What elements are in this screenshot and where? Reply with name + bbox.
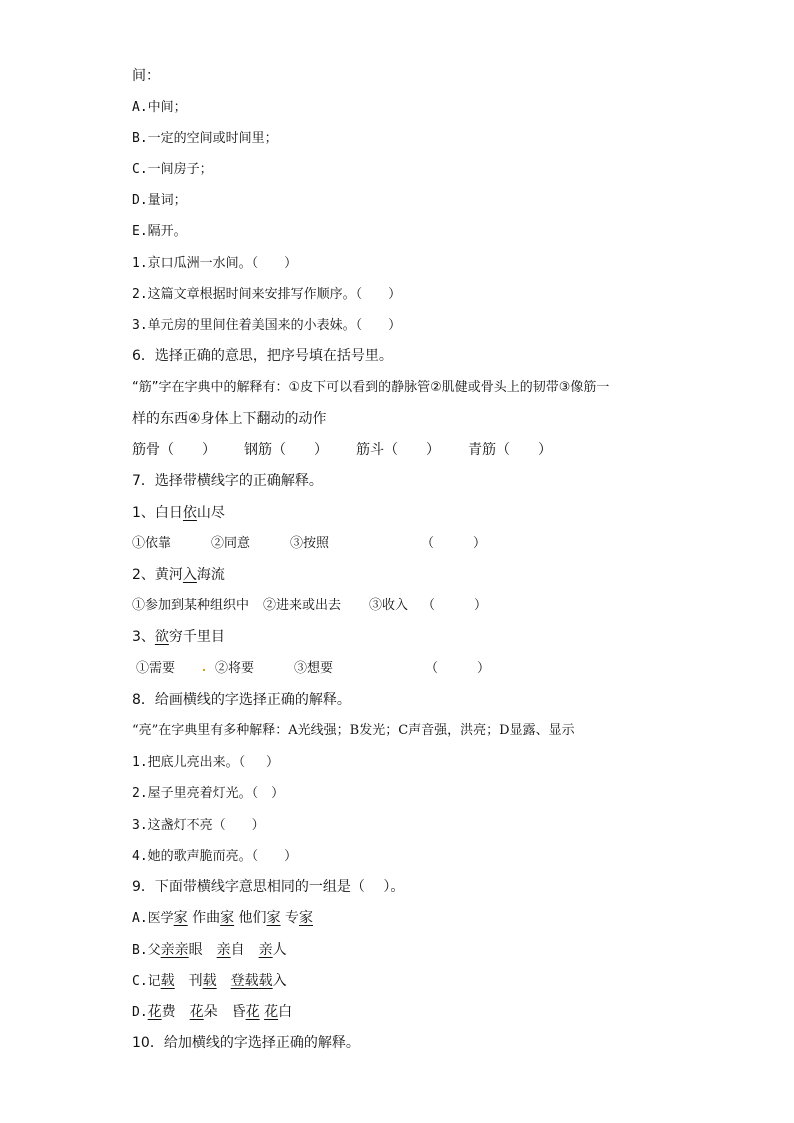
line-text: 7．选择带横线字的正确解释。 (132, 473, 323, 489)
underlined-char: 家 (173, 910, 188, 926)
option-b (132, 940, 287, 961)
section-heading (132, 1033, 360, 1053)
underlined-char: 欲 (154, 629, 169, 645)
line-text: 费 (161, 1004, 190, 1020)
question-item (132, 315, 401, 336)
line-text: 海流 (196, 567, 225, 583)
line-text: 作曲 (187, 910, 221, 926)
line-text: 山尽 (196, 505, 225, 521)
line-text: 2.这篇文章根据时间来安排写作顺序。（ ） (132, 287, 402, 302)
question-item (132, 752, 279, 773)
line-text: 1.京口瓜洲一水间。（ ） (132, 256, 298, 271)
question-item (132, 846, 297, 867)
choice: ②进来或出去 (263, 598, 342, 613)
line-text: 朵 昏 (203, 1004, 246, 1020)
line-text: 人 (272, 942, 287, 958)
line-text: 白 (278, 1004, 293, 1020)
line-text: A.医学 (132, 911, 174, 926)
line-text: E.隔开。 (132, 224, 187, 239)
underlined-char: 载 (258, 973, 273, 989)
underlined-char: 花 (189, 1004, 204, 1020)
poem-line (132, 627, 225, 647)
option-d (132, 1002, 292, 1023)
option-a (132, 97, 187, 118)
choice: ②同意 (211, 536, 251, 551)
blank-row (132, 440, 552, 460)
stray-dot (203, 669, 205, 671)
line-text: 1.把底儿亮出来。（ ） (132, 755, 279, 770)
line-text: B.父 (132, 943, 161, 958)
choice-row (136, 659, 490, 679)
underlined-char: 花 (147, 1004, 162, 1020)
line-text: 入 (272, 973, 287, 989)
line-text: “筋”字在字典中的解释有：①皮下可以看到的静脉管②肌健或骨头上的韧带③像筋一 (132, 380, 610, 395)
line-text: B.一定的空间或时间里； (132, 131, 278, 146)
option-e (132, 221, 187, 242)
line-text: 眼 (188, 942, 217, 958)
underlined-char: 亲 (216, 942, 231, 958)
answer-blank: （ ） (425, 661, 491, 676)
question-item (132, 253, 297, 274)
underlined-char: 依 (182, 505, 197, 521)
option-b (132, 128, 278, 149)
line-text: 2.屋子里亮着灯光。（ ） (132, 786, 285, 801)
poem-line (132, 565, 225, 585)
line-text: 4.她的歌声脆而亮。（ ） (132, 849, 298, 864)
line-text: 刊 (174, 973, 203, 989)
line-text: 他们 (234, 910, 267, 926)
blank-item: 青筋（ ） (468, 442, 552, 458)
line-text: 穷千里目 (168, 629, 225, 645)
line-text: C.记 (132, 974, 161, 989)
section-heading (132, 690, 351, 710)
underlined-char: 家 (220, 910, 235, 926)
text-line (132, 66, 160, 86)
underlined-char: 载 (202, 973, 217, 989)
underlined-char: 花 (245, 1004, 260, 1020)
choice: ③收入 (369, 598, 409, 613)
choice: ③想要 (294, 661, 334, 676)
blank-item: 钢筋（ ） (244, 442, 328, 458)
line-text: 10．给加横线的字选择正确的解释。 (132, 1035, 360, 1051)
underlined-char: 亲 (174, 942, 189, 958)
line-text: 2、黄河 (132, 567, 183, 583)
option-a (132, 908, 313, 929)
line-text: D. (132, 1005, 148, 1020)
line-text: 3、 (132, 629, 155, 645)
question-item (132, 284, 401, 305)
line-text: “亮”在字典里有多种解释：A光线强；B发光；C声音强，洪亮；D显露、显示 (132, 723, 575, 738)
option-c (132, 159, 213, 180)
line-text: 9．下面带横线字意思相同的一组是（ ）。 (132, 879, 405, 895)
question-item (132, 815, 265, 836)
line-text: D.量词； (132, 193, 187, 208)
choice: ③按照 (290, 536, 330, 551)
underlined-char: 载 (160, 973, 175, 989)
option-c (132, 971, 287, 992)
underlined-char: 入 (182, 567, 197, 583)
choice: ①需要 (136, 661, 176, 676)
underlined-char: 亲 (258, 942, 273, 958)
line-text: 1、白日 (132, 505, 183, 521)
line-text (217, 973, 231, 989)
answer-blank: （ ） (422, 598, 488, 613)
section-heading (132, 346, 393, 366)
section-heading (132, 471, 323, 491)
line-text: A.中间； (132, 100, 187, 115)
underlined-char: 家 (299, 910, 314, 926)
underlined-char: 亲 (160, 942, 175, 958)
question-item (132, 783, 284, 804)
poem-line (132, 503, 225, 523)
line-text: 6．选择正确的意思，把序号填在括号里。 (132, 348, 393, 364)
choice: ②将要 (215, 661, 255, 676)
line-text: 8．给画横线的字选择正确的解释。 (132, 692, 351, 708)
definition-text (132, 721, 575, 741)
section-heading (132, 877, 404, 897)
line-text: 间： (132, 68, 160, 84)
definition-text (132, 409, 327, 429)
option-d (132, 190, 187, 211)
blank-item: 筋斗（ ） (356, 442, 440, 458)
line-text: 3.这盏灯不亮（ ） (132, 818, 265, 833)
answer-blank: （ ） (421, 536, 487, 551)
line-text: C.一间房子； (132, 162, 213, 177)
choice-row (132, 534, 486, 554)
underlined-char: 花 (264, 1004, 279, 1020)
line-text: 专 (280, 910, 300, 926)
blank-item: 筋骨（ ） (132, 442, 216, 458)
line-text: 3.单元房的里间住着美国来的小表妹。（ ） (132, 318, 402, 333)
line-text: 自 (230, 942, 259, 958)
choice: ①依靠 (132, 536, 172, 551)
choice-row (132, 596, 487, 616)
underlined-char: 家 (266, 910, 281, 926)
underlined-char: 登载 (230, 973, 259, 989)
definition-text (132, 378, 609, 398)
choice: ①参加到某种组织中 (132, 598, 250, 613)
line-text: 样的东西④身体上下翻动的动作 (132, 411, 327, 427)
